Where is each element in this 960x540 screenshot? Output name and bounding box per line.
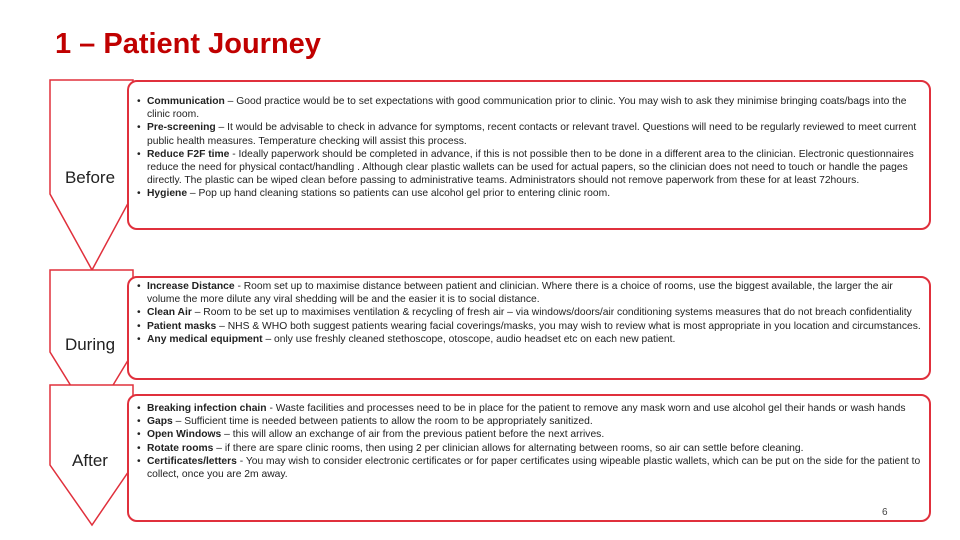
list-item: • Gaps – Sufficient time is needed between patients to allow the room to be appropriately sanitized.	[137, 415, 923, 428]
list-item: • Any medical equipment – only use freshly cleaned stethoscope, otoscope, audio headset etc on each new patient.	[137, 333, 923, 346]
before-list	[137, 95, 923, 201]
stage-label-before: Before	[64, 168, 116, 187]
before-content-box	[127, 80, 931, 230]
after-content-box	[127, 394, 931, 522]
list-item: • Patient masks – NHS & WHO both suggest patients wearing facial coverings/masks, you may wish to review what is most appropriate in you location and circumstances.	[137, 320, 923, 333]
list-item: • Communication – Good practice would be to set expectations with good communication prior to clinic. You may wish to ask they minimise bringing coats/bags into the clinic room.	[137, 95, 923, 121]
during-content-box	[127, 276, 931, 380]
after-list	[137, 402, 923, 481]
list-item: • Pre-screening – It would be advisable to check in advance for symptoms, recent contacts or relevant travel. Questions will need to be regularly reviewed to meet current public health measures. Temperature checking will assist this process.	[137, 121, 923, 147]
list-item: • Breaking infection chain - Waste facilities and processes need to be in place for the patient to remove any mask worn and use alcohol gel their hands or wash hands	[137, 402, 923, 415]
stage-label-after: After	[72, 451, 108, 470]
list-item: • Reduce F2F time - Ideally paperwork should be completed in advance, if this is not possible then to be done in a different area to the clinician. Electronic questionnaires reduce the need for physical contact/handling . Although clear plastic wallets can be used for actual papers, so the clinician does not need to touch or handle the pages directly. The plastic can be wiped clean before passing to administrative teams. Administrators should not remove paperwork from these for at least 72hours.	[137, 148, 923, 188]
list-item: • Open Windows – this will allow an exchange of air from the previous patient before the next arrives.	[137, 428, 923, 441]
list-item: • Certificates/letters - You may wish to consider electronic certificates or for paper certificates using wipeable plastic wallets, which can be put on the side for the patient to collect, once you are 2m away.	[137, 455, 923, 481]
list-item: • Clean Air – Room to be set up to maximises ventilation & recycling of fresh air – via windows/doors/air conditioning systems measures that do not breach confidentiality	[137, 306, 923, 319]
during-list	[137, 280, 923, 346]
page-number: 6	[882, 507, 888, 518]
stage-label-during: During	[64, 335, 116, 354]
list-item: • Hygiene – Pop up hand cleaning stations so patients can use alcohol gel prior to entering clinic room.	[137, 187, 923, 200]
list-item: • Rotate rooms – if there are spare clinic rooms, then using 2 per clinician allows for alternating between rooms, so air can settle before cleaning.	[137, 442, 923, 455]
page-title: 1 – Patient Journey	[55, 28, 321, 60]
list-item: • Increase Distance - Room set up to maximise distance between patient and clinician. Where there is a choice of rooms, use the biggest available, the larger the air volume the more dilute any viral shedding will be and the easier it is to social distance.	[137, 280, 923, 306]
